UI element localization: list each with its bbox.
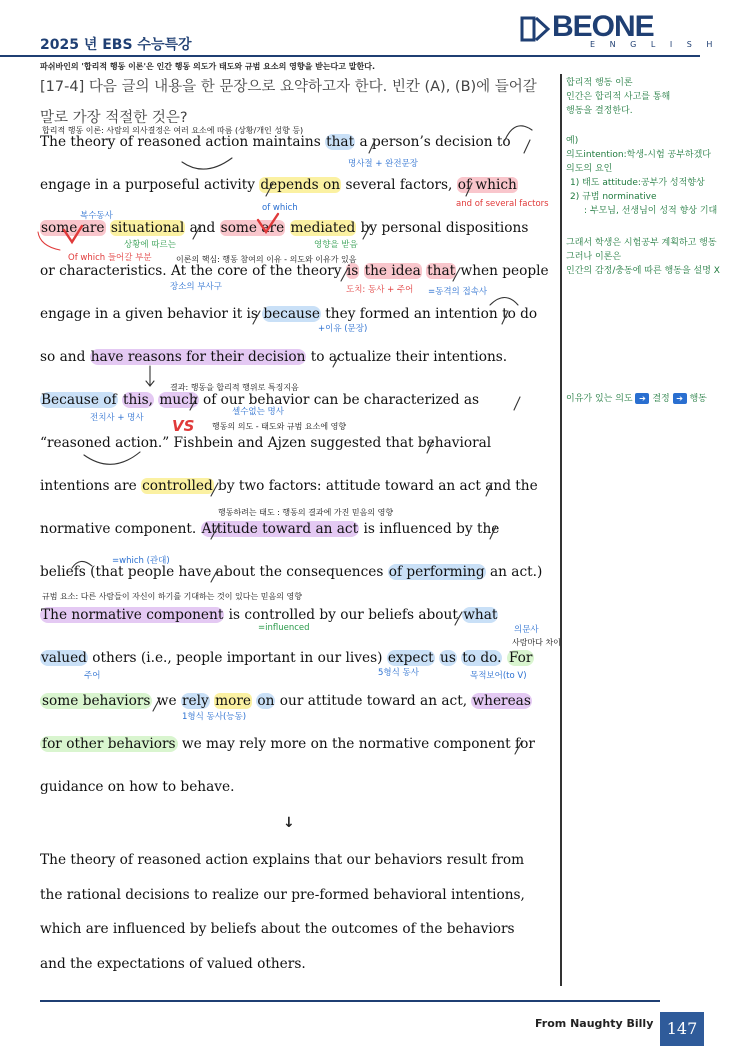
highlight-what: what (463, 607, 498, 623)
text-run: to actualize their intentions. (306, 349, 508, 365)
highlight-that: that (427, 263, 456, 279)
note-1-form-verb: 1형식 동사(능동) (182, 712, 247, 722)
check-mark (64, 226, 82, 242)
page-subtitle: 파쉬바인의 '합리적 행동 이론'은 인간 행동 의도가 태도와 규범 요소의 영향을 받는다고 말한다. (40, 62, 376, 71)
note-subject: 주어 (84, 671, 101, 681)
slash-mark (341, 268, 460, 281)
summary-block (40, 843, 545, 981)
text-run: of our behavior can be characterized as (198, 392, 480, 408)
sidebar-notes (566, 76, 670, 118)
note-inversion: 도치: 동사 + 주어 (346, 285, 414, 295)
side-line: 그러나 이론은 (566, 252, 622, 262)
slash-mark (193, 226, 370, 239)
note-object-complement: 목적보어(to V) (470, 671, 527, 681)
highlight-mediated: mediated (290, 220, 356, 236)
arrow-down-mark (146, 366, 154, 386)
logo-text: BEONE (552, 10, 654, 43)
flow-step: 이유가 있는 의도 (566, 394, 633, 404)
note-differs: 사람마다 차이 (512, 638, 561, 647)
text-run: we may rely more on the normative component for (177, 736, 535, 752)
summary-line: the rational decisions to realize our pre-formed behavioral intentions, (40, 886, 525, 903)
highlight-for-other-behaviors: for other behaviors (42, 736, 176, 752)
highlight-is: is (346, 263, 359, 279)
note-influenced: =influenced (258, 623, 310, 633)
note-plural-verb: 복수동사 (80, 211, 113, 221)
flow-step: 행동 (689, 394, 707, 404)
note-noun-clause: 명사절 + 완전문장 (348, 159, 419, 169)
side-line: 합리적 행동 이론 (566, 78, 633, 88)
slash-mark (211, 569, 218, 582)
sidebar-example (566, 134, 717, 218)
slash-mark (515, 741, 522, 754)
text-run: we (152, 693, 181, 709)
curve-arrow-mark (84, 452, 140, 464)
summary-line: The theory of reasoned action explains that our behaviors result from (40, 852, 525, 868)
text-run: normative component. (40, 521, 201, 537)
text-run: they formed an intention to do (320, 306, 538, 322)
note-result: 결과: 행동을 합리적 행위로 특징지음 (170, 383, 299, 392)
arrow-down-icon: ↓ (283, 815, 295, 831)
side-line: 예) (566, 136, 579, 146)
highlight-some-are: some are (41, 220, 105, 236)
text-run: and (185, 220, 220, 236)
highlight-of-performing: of performing (388, 564, 485, 580)
text-run: several factors, (341, 177, 457, 193)
text-run: others (i.e., people important in our lives) (87, 650, 387, 666)
text-run: The theory of reasoned action maintains (40, 134, 326, 150)
highlight-expect: expect (387, 650, 434, 666)
text-run: intentions are (40, 478, 142, 494)
highlight-valued: valued (41, 650, 87, 666)
curve-arrow-mark (182, 158, 232, 169)
summary-line: which are influenced by beliefs about the outcomes of the behaviors (40, 921, 515, 937)
note-prep-noun: 전치사 + 명사 (90, 413, 144, 423)
footer-credit: From Naughty Billy (535, 1017, 654, 1030)
highlight-that: that (326, 134, 355, 150)
check-mark (258, 214, 278, 232)
side-line: 의도의 요인 (566, 164, 613, 174)
slash-mark (153, 698, 160, 711)
note-normative: 규범 요소: 다른 사람들이 자신이 하기를 기대하는 것이 있다는 믿음의 영향 (42, 592, 302, 601)
text-run: by personal dispositions (356, 220, 529, 236)
note-core: 이론의 핵심: 행동 참여의 이유 - 의도와 이유가 있음 (176, 255, 357, 264)
highlight-whereas: whereas (472, 693, 531, 709)
text-run: “reasoned action.” Fishbein and Ajzen suggested that behavioral (40, 435, 492, 451)
sidebar-flow (566, 392, 707, 406)
slash-mark (253, 311, 508, 324)
highlight-situational: situational (110, 220, 185, 236)
side-line: 1) 태도 attitude:공부가 성적향상 (570, 178, 705, 188)
question-line-1: [17-4] 다음 글의 내용을 한 문장으로 요약하고자 한다. 빈칸 (A), (B)에 들어갈 (40, 79, 537, 95)
highlight-on: on (257, 693, 275, 709)
note-situational: 상황에 따르는 (124, 240, 176, 250)
footer-rule (40, 1000, 660, 1002)
slash-mark (369, 140, 530, 153)
text-run: guidance on how to behave. (40, 779, 235, 795)
curve-arrow-mark (38, 232, 60, 250)
text-run: or characteristics. At the core of the theory (40, 263, 346, 279)
note-5-form-verb: 5형식 동사 (378, 668, 419, 678)
text-run: when people (456, 263, 549, 279)
highlight-this: this, (122, 392, 154, 408)
text-run: beliefs (that people have about the consequences (40, 564, 388, 580)
slash-mark (427, 440, 433, 453)
arrow-right-icon: ➔ (673, 393, 687, 404)
slash-mark (455, 612, 462, 625)
side-line: 의도intention:학생-시험 공부하겠다 (566, 150, 711, 160)
highlight-controlled: controlled (142, 478, 213, 494)
slash-mark (211, 526, 496, 539)
arrow-right-icon: ➔ (635, 393, 649, 404)
slash-mark (211, 483, 492, 496)
slash-mark (333, 354, 340, 367)
note-attitude: 행동하려는 태도 : 행동의 결과에 가진 믿음의 영향 (218, 508, 394, 517)
text-run: an act.) (485, 564, 543, 580)
highlight-have-reasons: have reasons for their decision (90, 349, 306, 365)
flow-step: 결정 (652, 394, 670, 404)
highlight-for: For (508, 650, 533, 666)
highlight-the-idea: the idea (364, 263, 421, 279)
note-appositive: =동격의 접속사 (428, 287, 488, 297)
note-adverbial: 장소의 부사구 (170, 282, 222, 292)
highlight-much: much (159, 392, 198, 408)
note-reason: +이유 (문장) (318, 324, 368, 334)
highlight-normative-component: The normative component (41, 607, 224, 623)
highlight-us: us (440, 650, 456, 666)
note-mediated: 영향을 받음 (314, 240, 358, 250)
note-insert-of-which: Of which 들어갈 부분 (68, 253, 152, 263)
text-run: engage in a given behavior it is (40, 306, 263, 322)
question-line-2: 말로 가장 적절한 것은? (40, 110, 188, 126)
text-run: our attitude toward an act, (275, 693, 472, 709)
note-theory: 합리적 행동 이론: 사람의 의사결정은 여러 요소에 따름 (상황/개인 성향 등) (42, 126, 304, 135)
curve-arrow-mark (72, 561, 92, 568)
note-which: =which (관대) (112, 556, 170, 566)
summary-line: and the expectations of valued others. (40, 955, 306, 972)
highlight-some-are: some are (220, 220, 285, 236)
sidebar-conclusion (566, 236, 720, 278)
note-uncountable: 셀수없는 명사 (232, 407, 284, 417)
highlight-depends-on: depends on (260, 177, 341, 193)
side-line: 2) 규범 norminative (570, 192, 657, 202)
text-run: by two factors: attitude toward an act and the (213, 478, 538, 494)
page-number: 147 (660, 1012, 704, 1046)
highlight-because: because (263, 306, 320, 322)
side-line: 인간은 합리적 사고를 통해 (566, 92, 671, 102)
side-line: : 부모님, 선생님이 성적 향상 기대 (584, 206, 718, 216)
curve-arrow-mark (490, 298, 518, 306)
slash-mark (190, 397, 520, 410)
highlight-because-of: Because of (41, 392, 117, 408)
text-run: is controlled by our beliefs about (224, 607, 463, 623)
note-interrogative: 의문사 (514, 625, 539, 635)
note-of-which: of which (262, 203, 298, 213)
highlight-rely: rely (181, 693, 209, 709)
header-title: 2025 년 EBS 수능특강 (40, 37, 192, 53)
text-run: a person’s decision to (355, 134, 511, 150)
highlight-some-behaviors: some behaviors (42, 693, 151, 709)
side-line: 인간의 감정/충동에 따른 행동을 설명 X (566, 266, 720, 276)
note-vs: VS (172, 417, 195, 435)
note-intention: 행동의 의도 - 태도와 규범 요소에 영향 (212, 422, 347, 431)
highlight-attitude: Attitude toward an act (201, 521, 359, 537)
side-line: 그래서 학생은 시험공부 계획하고 행동 (566, 238, 717, 248)
slash-mark (266, 183, 472, 196)
highlight-of-which: of which (457, 177, 517, 193)
curve-arrow-mark (505, 126, 532, 140)
text-run: is influenced by the (359, 521, 500, 537)
highlight-to-do: to do. (462, 650, 502, 666)
note-and-of-several: and of several factors (456, 199, 549, 209)
highlight-more: more (215, 693, 251, 709)
side-line: 행동을 결정한다. (566, 106, 633, 116)
text-run: engage in a purposeful activity (40, 177, 260, 193)
text-run: so and (40, 349, 90, 365)
logo-subtext: E N G L I S H (590, 40, 719, 49)
